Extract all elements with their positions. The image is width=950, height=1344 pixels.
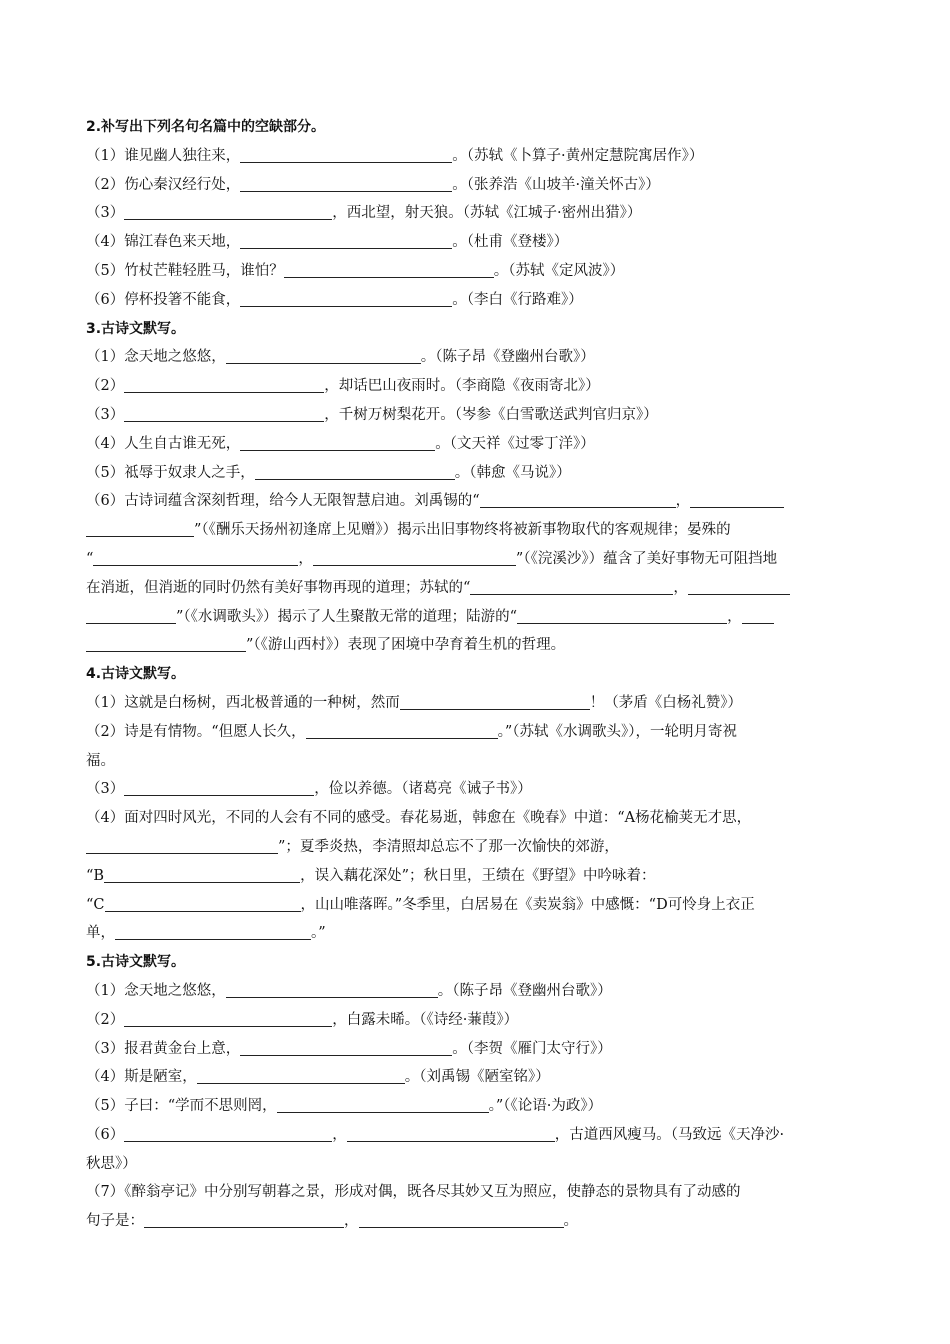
- answer-blank[interactable]: [86, 635, 246, 652]
- question-item: （6）古诗词蕴含深刻哲理，给今人无限智慧启迪。刘禹锡的“ ，: [86, 487, 860, 516]
- answer-blank[interactable]: [284, 261, 494, 278]
- answer-blank[interactable]: [86, 520, 194, 537]
- question-item: （4）人生自古谁无死， 。（文天祥《过零丁洋》）: [86, 435, 595, 452]
- question-item: 句子是： ， 。: [86, 1213, 578, 1230]
- question-item: ”（《酬乐天扬州初逢席上见赠》）揭示出旧事物终将被新事物取代的客观规律；晏殊的: [86, 516, 860, 545]
- question-item: （4）锦江春色来天地， 。（杜甫《登楼》）: [86, 234, 569, 251]
- question-item: “C ，山山唯落晖。”冬季里，白居易在《卖炭翁》中感慨：“D可怜身上衣正: [86, 896, 755, 913]
- question-item: （5）祗辱于奴隶人之手， 。（韩愈《马说》）: [86, 464, 571, 481]
- question-item: （2） ，却话巴山夜雨时。（李商隐《夜雨寄北》）: [86, 378, 600, 395]
- answer-blank[interactable]: [400, 693, 590, 710]
- question-item: 秋思》）: [86, 1155, 137, 1172]
- answer-blank[interactable]: [104, 866, 300, 883]
- answer-blank[interactable]: [115, 923, 311, 940]
- question-item: （6） ， ，古道西风瘦马。（马致远《天净沙·: [86, 1126, 785, 1143]
- worksheet-content: [86, 113, 860, 1236]
- section-heading: 5.古诗文默写。: [86, 954, 186, 971]
- answer-blank[interactable]: [105, 895, 301, 912]
- answer-blank[interactable]: [124, 1125, 332, 1142]
- question-item: “ ， ”（《浣溪沙》）蕴含了美好事物无可阻挡地: [86, 550, 778, 567]
- answer-blank[interactable]: [144, 1211, 344, 1228]
- answer-blank[interactable]: [240, 175, 452, 192]
- question-item: 福。: [86, 752, 115, 769]
- question-item: （6）停杯投箸不能食， 。（李白《行路难》）: [86, 291, 583, 308]
- answer-blank[interactable]: [688, 578, 790, 595]
- question-item: （1）谁见幽人独往来， 。（苏轼《卜算子·黄州定慧院寓居作》）: [86, 147, 704, 164]
- question-item: ”；夏季炎热，李清照却总忘不了那一次愉快的郊游，: [86, 833, 860, 862]
- question-item: ”（《游山西村》）表现了困境中孕育着生机的哲理。: [86, 631, 860, 660]
- answer-blank[interactable]: [240, 1039, 452, 1056]
- answer-blank[interactable]: [86, 837, 278, 854]
- answer-blank[interactable]: [226, 981, 438, 998]
- answer-blank[interactable]: [124, 779, 314, 796]
- answer-blank[interactable]: [255, 463, 455, 480]
- question-item: （3）报君黄金台上意， 。（李贺《雁门太守行》）: [86, 1040, 612, 1057]
- answer-blank[interactable]: [240, 232, 452, 249]
- answer-blank[interactable]: [359, 1211, 564, 1228]
- question-item: （5）子曰：“学而不思则罔， 。”（《论语·为政》）: [86, 1098, 603, 1115]
- question-item: （7）《醉翁亭记》中分别写朝暮之景，形成对偶，既各尽其妙又互为照应，使静态的景物具有了动感的: [86, 1184, 741, 1201]
- answer-blank[interactable]: [124, 376, 324, 393]
- section-heading: 4.古诗文默写。: [86, 666, 186, 683]
- section-heading: 3.古诗文默写。: [86, 320, 186, 337]
- question-item: （3） ，千树万树梨花开。（岑参《白雪歌送武判官归京》）: [86, 406, 658, 423]
- question-item: 单， 。”: [86, 925, 326, 942]
- answer-blank[interactable]: [742, 607, 774, 624]
- answer-blank[interactable]: [517, 607, 727, 624]
- answer-blank[interactable]: [347, 1125, 555, 1142]
- question-item: （1）念天地之悠悠， 。（陈子昂《登幽州台歌》）: [86, 349, 595, 366]
- answer-blank[interactable]: [197, 1067, 405, 1084]
- answer-blank[interactable]: [470, 578, 673, 595]
- answer-blank[interactable]: [93, 549, 298, 566]
- section-heading: 2.补写出下列名句名篇中的空缺部分。: [86, 119, 326, 135]
- answer-blank[interactable]: [240, 434, 435, 451]
- answer-blank[interactable]: [313, 549, 516, 566]
- answer-blank[interactable]: [277, 1096, 489, 1113]
- question-item: （4）面对四时风光，不同的人会有不同的感受。春花易逝，韩愈在《晚春》中道：“A杨花榆荚无才思，: [86, 810, 752, 827]
- answer-blank[interactable]: [240, 290, 452, 307]
- question-item: 在消逝，但消逝的同时仍然有美好事物再现的道理；苏轼的“ ，: [86, 574, 860, 603]
- answer-blank[interactable]: [480, 491, 676, 508]
- answer-blank[interactable]: [86, 607, 176, 624]
- question-item: （5）竹杖芒鞋轻胜马，谁怕？ 。（苏轼《定风波》）: [86, 262, 625, 279]
- question-item: ”（《水调歌头》）揭示了人生聚散无常的道理；陆游的“ ，: [86, 603, 860, 632]
- question-item: （2）诗是有情物。“但愿人长久， 。”（苏轼《水调歌头》），一轮明月寄祝: [86, 723, 738, 740]
- answer-blank[interactable]: [240, 146, 452, 163]
- answer-blank[interactable]: [226, 347, 421, 364]
- answer-blank[interactable]: [124, 405, 324, 422]
- answer-blank[interactable]: [690, 491, 784, 508]
- question-item: （3） ，西北望，射天狼。（苏轼《江城子·密州出猎》）: [86, 205, 642, 222]
- question-item: （2）伤心秦汉经行处， 。（张养浩《山坡羊·潼关怀古》）: [86, 176, 660, 193]
- answer-blank[interactable]: [306, 722, 498, 739]
- question-item: （1）念天地之悠悠， 。（陈子昂《登幽州台歌》）: [86, 982, 612, 999]
- question-item: “B ，误入藕花深处”；秋日里，王绩在《野望》中吟咏着：: [86, 867, 656, 884]
- answer-blank[interactable]: [124, 1010, 332, 1027]
- answer-blank[interactable]: [124, 203, 332, 220]
- question-item: （1）这就是白杨树，西北极普通的一种树，然而 ！（茅盾《白杨礼赞》）: [86, 694, 742, 711]
- question-item: （2） ，白露未晞。（《诗经·蒹葭》）: [86, 1011, 519, 1028]
- question-item: （3） ，俭以养德。（诸葛亮《诫子书》）: [86, 781, 532, 798]
- question-item: （4）斯是陋室， 。（刘禹锡《陋室铭》）: [86, 1069, 550, 1086]
